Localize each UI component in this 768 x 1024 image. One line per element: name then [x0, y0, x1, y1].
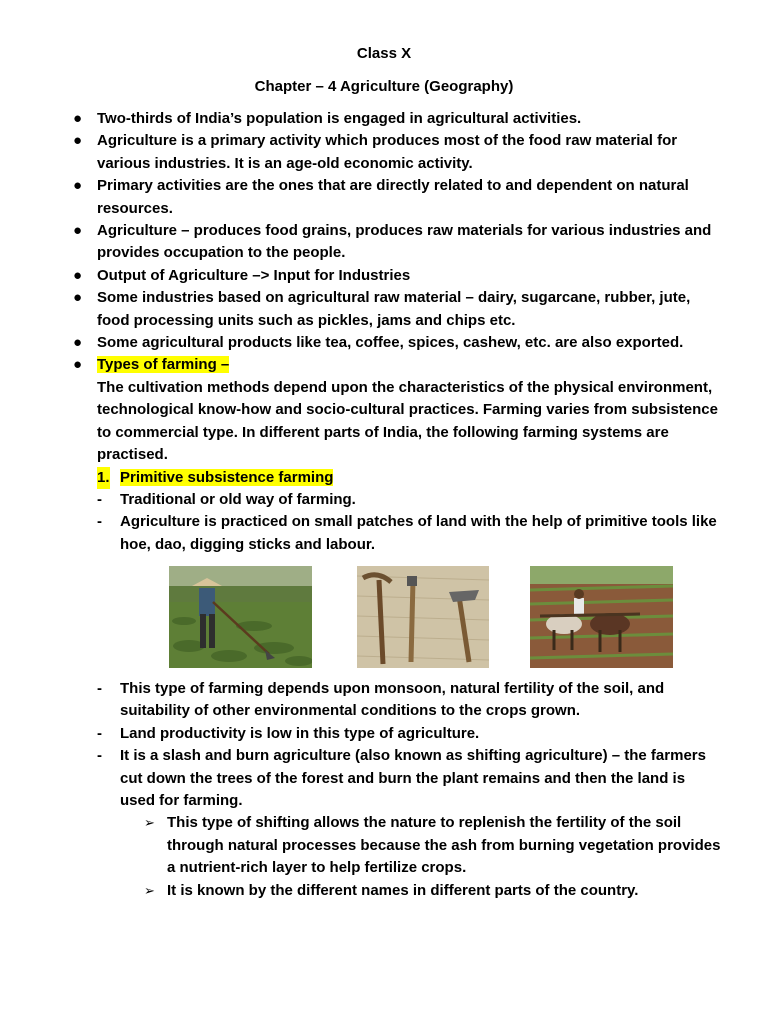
farmer-with-hoe-photo	[169, 566, 312, 668]
dash-marker: -	[97, 680, 102, 697]
dash-point: - Land productivity is low in this type of agriculture.	[72, 723, 722, 745]
dash-marker: -	[97, 747, 102, 765]
bullet-marker: ●	[73, 132, 83, 150]
bullet-marker: ●	[73, 289, 83, 307]
types-of-farming-heading: ● Types of farming –	[72, 354, 722, 376]
class-title: Class X	[356, 45, 412, 62]
arrow-point: ➢ It is known by the different names in different parts of the country.	[72, 880, 722, 902]
bullet-item: ● Some industries based on agricultural raw material – dairy, sugarcane, rubber, jute, food processing units such as pickles, jams and chips etc.	[73, 289, 691, 329]
dash-marker: -	[97, 513, 102, 531]
dash-point: - It is a slash and burn agriculture (also known as shifting agriculture) – the farmers cut down the trees of the forest and burn the plant remains and then the land is used for farming.	[97, 747, 706, 810]
ox-plough-photo	[530, 566, 673, 668]
illustration-row	[0, 566, 768, 668]
bullet-item: ● Agriculture – produces food grains, produces raw materials for various industries and provides occupation to the people.	[73, 222, 712, 262]
bullet-marker: ●	[73, 222, 83, 240]
arrow-point: ➢ This type of shifting allows the nature to replenish the fertility of the soil through natural processes because the ash from burning vegetation provides a nutrient-rich layer to help fertilize crops.	[144, 814, 721, 877]
intro-bullet-list	[72, 108, 722, 377]
primitive-farming-heading: 1. Primitive subsistence farming	[72, 467, 722, 489]
arrow-marker-icon: ➢	[144, 882, 155, 898]
dash-marker: -	[97, 724, 102, 742]
bullet-marker: ●	[73, 177, 83, 195]
types-paragraph: The cultivation methods depend upon the characteristics of the physical environment, technological know-how and socio-cultural practices. Farming varies from subsistence to commercial type. In different parts of India, the following farming systems are practised.	[97, 378, 718, 464]
dash-point: - Traditional or old way of farming.	[72, 489, 722, 511]
primitive-tools-photo	[357, 566, 489, 668]
chapter-title: Chapter – 4 Agriculture (Geography)	[254, 78, 514, 95]
bullet-marker: ●	[73, 266, 83, 284]
bullet-marker: ●	[73, 110, 83, 127]
lower-content	[72, 678, 722, 902]
bullet-item: ● Agriculture is a primary activity which produces most of the food raw material for various industries. It is an age-old economic activity.	[73, 132, 678, 172]
dash-marker: -	[97, 490, 102, 508]
arrow-marker-icon: ➢	[144, 815, 155, 831]
bullet-marker: ●	[73, 356, 83, 374]
bullet-item: ● Output of Agriculture –> Input for Industries	[72, 265, 722, 287]
bullet-marker: ●	[73, 334, 83, 352]
dash-point: - Agriculture is practiced on small patches of land with the help of primitive tools like hoe, dao, digging sticks and labour.	[97, 513, 717, 553]
dash-point: - This type of farming depends upon monsoon, natural fertility of the soil, and suitability of other environmental conditions to the crops grown.	[97, 680, 665, 720]
bullet-item: ● Two-thirds of India’s population is engaged in agricultural activities.	[72, 108, 722, 130]
bullet-item: ● Primary activities are the ones that are directly related to and dependent on natural resources.	[73, 177, 689, 217]
list-number: 1.	[97, 467, 110, 489]
bullet-item: ● Some agricultural products like tea, coffee, spices, cashew, etc. are also exported.	[72, 332, 722, 354]
main-content	[72, 108, 722, 556]
